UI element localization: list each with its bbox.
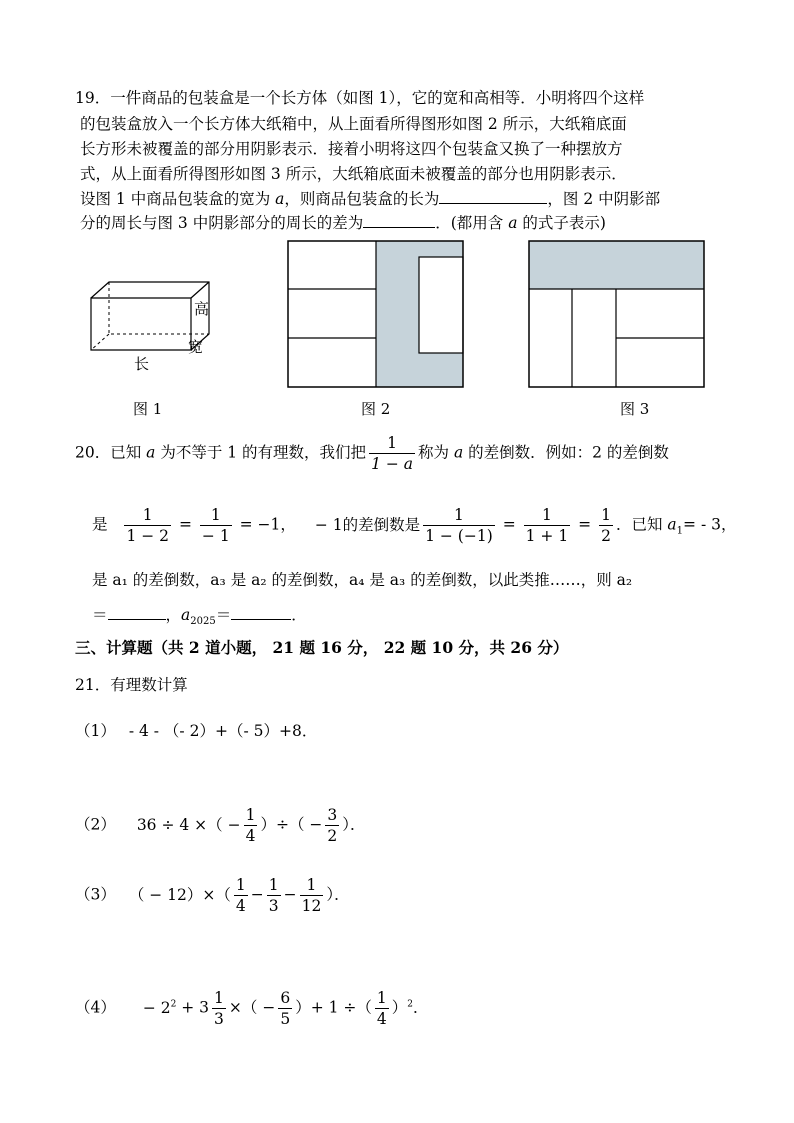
q19-line6-part-a: 分的周长与图 3 中阴影部分的周长的差为 (80, 214, 364, 232)
equals: = (178, 515, 192, 534)
fig3-caption: 图 3 (620, 400, 650, 418)
var-a: a (146, 443, 156, 462)
q19-line-4: 式，从上面看所得图形如图 3 所示，大纸箱底面未被覆盖的部分也用阴影表示． (80, 165, 627, 183)
q20-text: − 1的差倒数是 (314, 515, 421, 534)
fraction: $\frac{1}{3}$ (268, 876, 279, 915)
q20-text: 是 (92, 515, 108, 534)
fraction: $\frac{1}{4}$ (376, 989, 387, 1028)
expression: 36 ÷ 4 ×（ − (136, 815, 241, 834)
expression: ）． (342, 815, 366, 834)
fraction: $\frac{1}{4}$ (245, 806, 256, 845)
q21-part-4 (75, 988, 429, 1029)
answer-blank-perimeter-diff[interactable] (363, 213, 435, 228)
q21-part-3 (75, 875, 350, 916)
q20-line-2: 是 $\frac{1}{1 - 2}$ = $\frac{1}{- 1}$ = −1， − 1的差倒数是 $\frac{1}{1 - (-1)}$ = $\frac{1}{1 + 1}$ = $\frac{1}{2}$ ．已知 $a_1= - 3$， (92, 506, 737, 545)
var-a: a (275, 190, 285, 208)
fraction-def: $\frac{1}{1 - a}$ (371, 434, 414, 473)
equals: = (502, 515, 516, 534)
figure-2-top-view (287, 240, 465, 390)
minus: − (250, 885, 264, 904)
q20-text: ， (165, 606, 182, 624)
part-label: （2） (75, 815, 116, 834)
q21-part-1 (75, 720, 317, 742)
q19-line6-part-b: ．(都用含 (435, 214, 509, 232)
fig1-length-label: 长 (134, 355, 150, 373)
figure-3-top-view (528, 240, 706, 390)
fig2-box-vertical (419, 257, 463, 353)
minus: − (283, 885, 297, 904)
expression: − 2 (142, 998, 171, 1017)
q20-text: ＝ (215, 606, 232, 624)
expression: ×（ − (228, 998, 276, 1017)
q19-line-1: 19．一件商品的包装盒是一个长方体（如图 1），它的宽和高相等．小明将四个这样 (75, 89, 645, 107)
fraction: $\frac{1}{1 + 1}$ (525, 506, 569, 545)
expression: （ − 12）×（ (128, 885, 231, 904)
q20-line-3: 是 a₁ 的差倒数，a₃ 是 a₂ 的差倒数，a₄ 是 a₃ 的差倒数，以此类推……，则 a₂ (92, 571, 633, 589)
fig1-width-label: 宽 (188, 338, 204, 356)
q19-line6-part-c: 的式子表示) (517, 214, 606, 232)
exponent: 2 (170, 999, 177, 1010)
q19-line-5 (80, 188, 660, 210)
expression: ． (413, 998, 429, 1017)
q19-line5-part-c: ，图 2 中阴影部 (547, 190, 661, 208)
figure-1-cuboid (85, 278, 215, 373)
expression: - 4 - （- 2）+（- 5）+8． (128, 722, 318, 740)
q21-part-2 (75, 805, 366, 846)
fig2-caption: 图 2 (361, 400, 391, 418)
var-a: a (181, 606, 191, 624)
fig1-caption: 图 1 (133, 400, 163, 418)
q20-text: ＝ (92, 606, 108, 624)
q21-title: 21．有理数计算 (75, 676, 188, 694)
fraction: $\frac{6}{5}$ (280, 989, 291, 1028)
answer-blank-length[interactable] (439, 189, 547, 204)
q20-line-4 (92, 604, 307, 633)
q20-text: 为不等于 1 的有理数，我们把 (155, 443, 367, 462)
fraction: $\frac{1}{4}$ (235, 876, 246, 915)
part-label: （1） (75, 722, 116, 740)
answer-blank-a2[interactable] (108, 605, 166, 620)
q20-text: 的差倒数．例如：2 的差倒数 (463, 443, 669, 462)
expression: ）． (326, 885, 350, 904)
fraction: $\frac{1}{3}$ (214, 989, 224, 1028)
q20-text: ．已知 (615, 515, 668, 534)
var-a: a (453, 443, 464, 462)
part-label: （4） (75, 998, 116, 1017)
q19-line-3: 长方形未被覆盖的部分用阴影表示．接着小明将这四个包装盒又换了一种摆放方 (80, 140, 623, 158)
q20-line-1 (75, 433, 669, 474)
fraction: $\frac{1}{12}$ (301, 876, 322, 915)
expression: ）+ 1 ÷（ (295, 998, 372, 1017)
expression: ） (391, 998, 408, 1017)
fraction: $\frac{1}{1 - 2}$ (126, 506, 170, 545)
q20-text: 20．已知 (75, 443, 147, 462)
var-a: a (508, 214, 518, 232)
part-label: （3） (75, 885, 116, 904)
q20-text: 称为 (418, 443, 454, 462)
fraction: $\frac{1}{1 - (-1)}$ (425, 506, 493, 545)
fraction: $\frac{1}{2}$ (601, 506, 611, 545)
subscript: 2025 (190, 616, 216, 628)
q19-line-2: 的包装盒放入一个长方体大纸箱中，从上面看所得图形如图 2 所示，大纸箱底面 (80, 115, 627, 133)
fig3-shaded-region (529, 241, 704, 289)
fraction: $\frac{1}{- 1}$ (201, 506, 230, 545)
answer-blank-a2025[interactable] (231, 605, 291, 620)
expression: + 3 (181, 998, 210, 1017)
q19-line5-part-a: 设图 1 中商品包装盒的宽为 (80, 190, 276, 208)
q19-line5-part-b: ，则商品包装盒的长为 (284, 190, 440, 208)
q20-text: = −1， (239, 515, 296, 534)
q19-line-6 (80, 212, 606, 234)
fig1-height-label: 高 (194, 300, 210, 318)
fraction: $\frac{3}{2}$ (327, 806, 338, 845)
q20-text: = - 3， (683, 515, 737, 534)
expression: ）÷（ − (260, 815, 323, 834)
equals: = (578, 515, 592, 534)
q20-text: ． (291, 606, 307, 624)
exponent: 2 (407, 999, 414, 1010)
section-3-heading: 三、计算题（共 2 道小题， 21 题 16 分， 22 题 10 分，共 26 分） (75, 638, 569, 657)
